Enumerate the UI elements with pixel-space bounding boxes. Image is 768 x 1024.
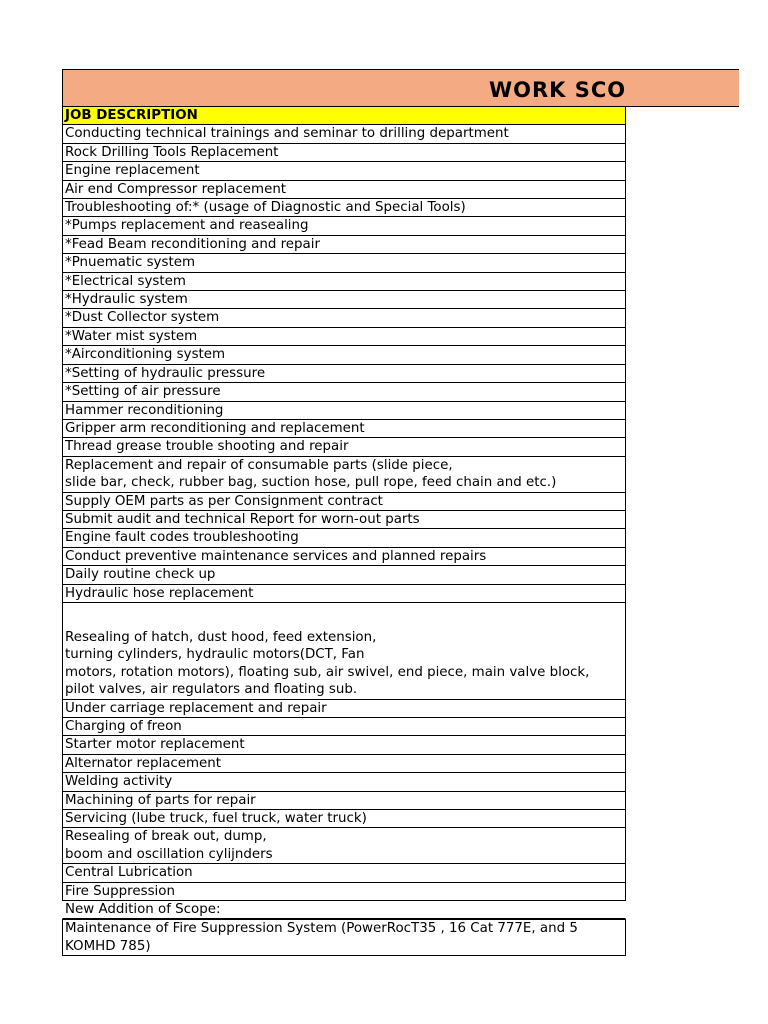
table-row[interactable]: *Fead Beam reconditioning and repair [62,236,626,254]
table-row[interactable]: Replacement and repair of consumable parts (slide piece, slide bar, check, rubber bag, suction hose, pull rope, feed chain and etc.) [62,457,626,493]
table-row[interactable]: Submit audit and technical Report for worn-out parts [62,511,626,529]
table-row[interactable]: *Airconditioning system [62,346,626,364]
table-row[interactable]: Supply OEM parts as per Consignment contract [62,493,626,511]
table-row[interactable]: Conduct preventive maintenance services and planned repairs [62,548,626,566]
table-row[interactable]: *Setting of hydraulic pressure [62,365,626,383]
table-row[interactable]: *Pnuematic system [62,254,626,272]
table-row[interactable]: *Hydraulic system [62,291,626,309]
table-row[interactable]: Conducting technical trainings and seminar to drilling department [62,125,626,143]
table-row[interactable]: Gripper arm reconditioning and replacement [62,420,626,438]
table-row[interactable]: Central Lubrication [62,864,626,882]
table-row[interactable]: Hammer reconditioning [62,402,626,420]
table-row[interactable]: *Electrical system [62,273,626,291]
table-row[interactable]: Maintenance of Fire Suppression System (PowerRocT35 , 16 Cat 777E, and 5 KOMHD 785) [62,919,626,956]
table-row[interactable]: Machining of parts for repair [62,792,626,810]
section-label: New Addition of Scope: [62,901,626,919]
table-row[interactable]: Servicing (lube truck, fuel truck, water truck) [62,810,626,828]
job-description-table [62,106,626,956]
table-row[interactable]: Resealing of hatch, dust hood, feed extension, turning cylinders, hydraulic motors(DCT, Fan motors, rotation motors), floating sub, air swivel, end piece, main valve block, pilot valves, air regulators and floating sub. [62,603,626,700]
table-row[interactable]: Hydraulic hose replacement [62,585,626,603]
table-row[interactable]: Engine replacement [62,162,626,180]
table-row[interactable]: Welding activity [62,773,626,791]
sheet-title-bar [62,69,739,107]
table-row[interactable]: *Water mist system [62,328,626,346]
table-row[interactable]: *Dust Collector system [62,309,626,327]
table-row[interactable]: Alternator replacement [62,755,626,773]
table-row[interactable]: Fire Suppression [62,883,626,901]
table-row[interactable]: Resealing of break out, dump, boom and oscillation cylijnders [62,828,626,864]
table-row[interactable]: Troubleshooting of:* (usage of Diagnostic and Special Tools) [62,199,626,217]
table-row[interactable]: Starter motor replacement [62,736,626,754]
table-row[interactable]: Air end Compressor replacement [62,181,626,199]
table-row[interactable]: Rock Drilling Tools Replacement [62,144,626,162]
table-row[interactable]: Under carriage replacement and repair [62,700,626,718]
table-row[interactable]: Daily routine check up [62,566,626,584]
table-row[interactable]: Engine fault codes troubleshooting [62,529,626,547]
sheet-title: WORK SCO [489,78,627,102]
table-header-cell[interactable]: JOB DESCRIPTION [62,106,626,125]
table-row[interactable]: *Pumps replacement and reasealing [62,217,626,235]
table-row[interactable]: *Setting of air pressure [62,383,626,401]
table-row[interactable]: Charging of freon [62,718,626,736]
table-row[interactable]: Thread grease trouble shooting and repair [62,438,626,456]
